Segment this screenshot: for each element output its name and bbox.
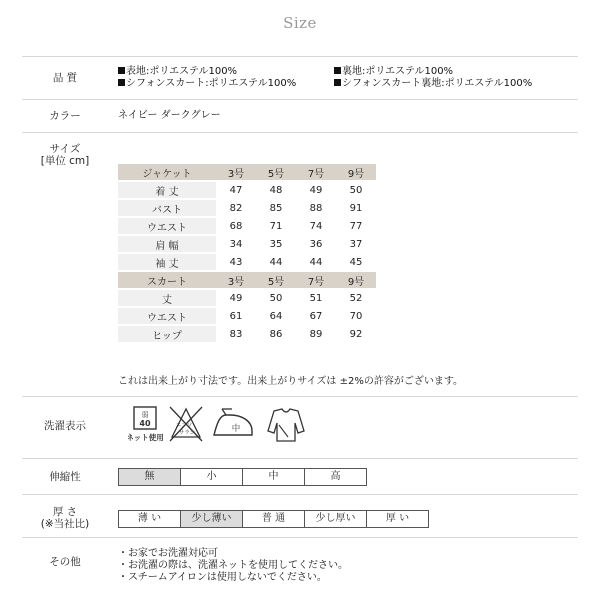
no-bleach-icon [170, 407, 202, 441]
divider [22, 396, 578, 397]
divider [22, 537, 578, 538]
thickness-note-label: (※当社比) [40, 518, 90, 530]
size-label: サイズ [49, 143, 81, 155]
wash-temp-top: 弱 [141, 411, 149, 419]
skirt-header-label: スカート [118, 272, 216, 288]
table-row [118, 254, 376, 270]
stretch-option: 無 [119, 469, 181, 485]
measure-value: 83 [229, 328, 243, 340]
bleach-text-1: エンソ [175, 423, 193, 429]
measure-value: 51 [309, 292, 323, 304]
measure-label: ヒップ [118, 326, 216, 342]
table-row [118, 182, 376, 198]
jacket-header-label: ジャケット [118, 164, 216, 180]
measure-value: 49 [309, 184, 323, 196]
page-title: Size [283, 14, 317, 32]
square-bullet-icon [118, 67, 125, 74]
measure-value: 61 [229, 310, 243, 322]
other-line: ・スチームアイロンは使用しないでください。 [118, 572, 327, 583]
material-label: 品 質 [52, 72, 78, 84]
table-row [118, 290, 376, 306]
size-table [118, 162, 376, 344]
other-line: ・お家でお洗濯対応可 [118, 548, 218, 559]
measure-label: 肩 幅 [118, 236, 216, 252]
size-header-cell: 7号 [296, 272, 336, 288]
square-bullet-icon [118, 79, 125, 86]
measure-value: 91 [349, 202, 363, 214]
measure-value: 36 [309, 238, 323, 250]
jacket-header-row [118, 164, 376, 180]
material-left-1: 表地:ポリエステル100% [118, 66, 237, 78]
material-right-2: シフォンスカート裏地:ポリエステル100% [334, 78, 532, 90]
measure-value: 49 [229, 292, 243, 304]
measure-value: 88 [309, 202, 323, 214]
measure-value: 74 [309, 220, 323, 232]
table-row [118, 236, 376, 252]
iron-medium-icon [214, 409, 252, 435]
table-row [118, 200, 376, 216]
measure-value: 71 [269, 220, 283, 232]
wash-caption: ネット使用 [128, 433, 164, 442]
thickness-option: 薄 い [119, 511, 181, 527]
measure-value: 43 [229, 256, 243, 268]
skirt-header-row [118, 272, 376, 288]
measure-label: 着 丈 [118, 182, 216, 198]
stretch-option: 中 [243, 469, 305, 485]
size-note: これは出来上がり寸法です。出来上がりサイズは ±2%の許容がございます。 [118, 376, 464, 387]
measure-label: 丈 [118, 290, 216, 306]
measure-value: 48 [269, 184, 283, 196]
measure-value: 35 [269, 238, 283, 250]
measure-label: ウエスト [118, 218, 216, 234]
iron-text: 中 [231, 424, 241, 434]
stretch-scale [118, 468, 367, 486]
measure-value: 70 [349, 310, 363, 322]
divider [22, 99, 578, 100]
measure-value: 50 [269, 292, 283, 304]
washing-label: 洗濯表示 [44, 420, 86, 432]
other-line: ・お洗濯の際は、洗濯ネットを使用してください。 [118, 560, 348, 571]
thickness-scale [118, 510, 429, 528]
thickness-option: 厚 い [385, 513, 410, 524]
divider [22, 494, 578, 495]
hand-wash-icon [128, 407, 164, 442]
size-header-cell: 9号 [336, 272, 376, 288]
measure-value: 44 [269, 256, 283, 268]
thickness-option: 普 通 [243, 511, 305, 527]
stretch-option: 小 [181, 469, 243, 485]
measure-value: 92 [349, 328, 363, 340]
bleach-text-2: サラシ [178, 430, 196, 436]
no-tumble-dry-icon [268, 409, 304, 441]
table-row [118, 326, 376, 342]
square-bullet-icon [334, 79, 341, 86]
measure-label: 袖 丈 [118, 254, 216, 270]
measure-value: 34 [229, 238, 243, 250]
measure-value: 68 [229, 220, 243, 232]
measure-value: 89 [309, 328, 323, 340]
size-header-cell: 5号 [256, 164, 296, 180]
measure-value: 47 [229, 184, 243, 196]
size-header-cell: 3号 [216, 164, 256, 180]
color-value: ネイビー ダークグレー [118, 110, 221, 121]
measure-value: 64 [269, 310, 283, 322]
divider [22, 132, 578, 133]
measure-label: ウエスト [118, 308, 216, 324]
measure-label: バスト [118, 200, 216, 216]
size-unit-label: [単位 cm] [40, 155, 90, 167]
care-symbols [128, 403, 318, 451]
thickness-label: 厚 さ [52, 506, 78, 518]
measure-value: 77 [349, 220, 363, 232]
measure-value: 85 [269, 202, 283, 214]
stretch-option: 高 [330, 471, 341, 482]
material-right-1: 裏地:ポリエステル100% [334, 66, 453, 78]
measure-value: 52 [349, 292, 363, 304]
other-label: その他 [49, 556, 81, 568]
material-left-2: シフォンスカート:ポリエステル100% [118, 78, 296, 90]
table-row [118, 218, 376, 234]
measure-value: 82 [229, 202, 243, 214]
measure-value: 44 [309, 256, 323, 268]
size-header-cell: 9号 [336, 164, 376, 180]
measure-value: 67 [309, 310, 323, 322]
divider [22, 458, 578, 459]
size-header-cell: 3号 [216, 272, 256, 288]
table-row [118, 308, 376, 324]
measure-value: 45 [349, 256, 363, 268]
thickness-option: 少し厚い [305, 511, 367, 527]
square-bullet-icon [334, 67, 341, 74]
size-header-cell: 5号 [256, 272, 296, 288]
stretch-label: 伸縮性 [49, 471, 81, 483]
measure-value: 37 [349, 238, 363, 250]
thickness-option: 少し薄い [181, 511, 243, 527]
divider [22, 56, 578, 57]
wash-temp: 40 [139, 419, 151, 428]
measure-value: 50 [349, 184, 363, 196]
color-label: カラー [49, 110, 81, 122]
measure-value: 86 [269, 328, 283, 340]
size-header-cell: 7号 [296, 164, 336, 180]
